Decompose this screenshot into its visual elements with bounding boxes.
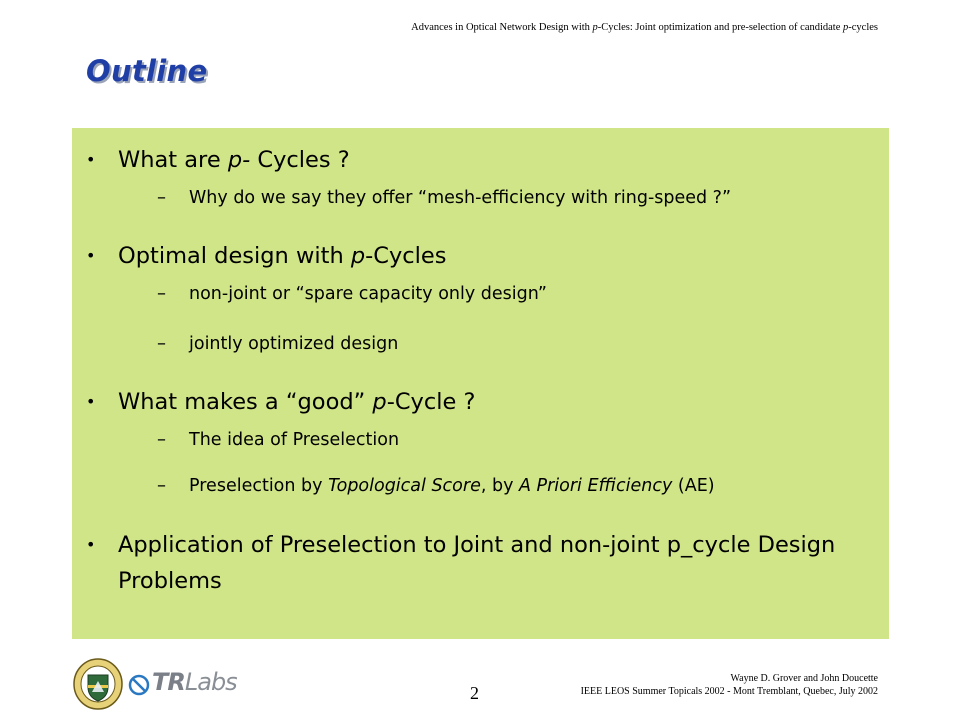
trlabs-wordmark: TRLabs [152,668,237,696]
bullet-text: What are p- Cycles ? [118,147,350,173]
trlabs-mark-icon [128,672,150,698]
footer-authors: Wayne D. Grover and John Doucette [730,673,878,684]
dash-icon: – [157,187,166,208]
sub-text: Why do we say they offer “mesh-efficiency with ring-speed ?” [189,188,732,208]
content-panel [72,128,889,639]
dash-icon: – [157,333,166,354]
bullet-icon: • [86,246,96,265]
bullet-text: Optimal design with p-Cycles [118,243,447,269]
running-header: Advances in Optical Network Design with p-Cycles: Joint optimization and pre-selection of candidate p-cycles [411,22,878,33]
footer-venue: IEEE LEOS Summer Topicals 2002 - Mont Tremblant, Quebec, July 2002 [580,686,878,697]
dash-icon: – [157,283,166,304]
university-seal-icon [72,657,124,711]
bullet-icon: • [86,150,96,169]
sub-text: jointly optimized design [189,334,399,354]
sub-text: Preselection by Topological Score, by A Priori Efficiency (AE) [189,476,715,496]
sub-text: non-joint or “spare capacity only design” [189,284,547,304]
bullet-icon: • [86,535,96,554]
bullet-text: Application of Preselection to Joint and non-joint p_cycle Design Problems [118,532,836,594]
bullet-text: What makes a “good” p-Cycle ? [118,389,476,415]
dash-icon: – [157,475,166,496]
trlabs-logo [128,668,237,700]
footer-credits [581,672,878,698]
slide-title: Outline [86,54,208,88]
sub-text: The idea of Preselection [189,430,400,450]
dash-icon: – [157,429,166,450]
bullet-icon: • [86,392,96,411]
page-number: 2 [470,683,479,703]
